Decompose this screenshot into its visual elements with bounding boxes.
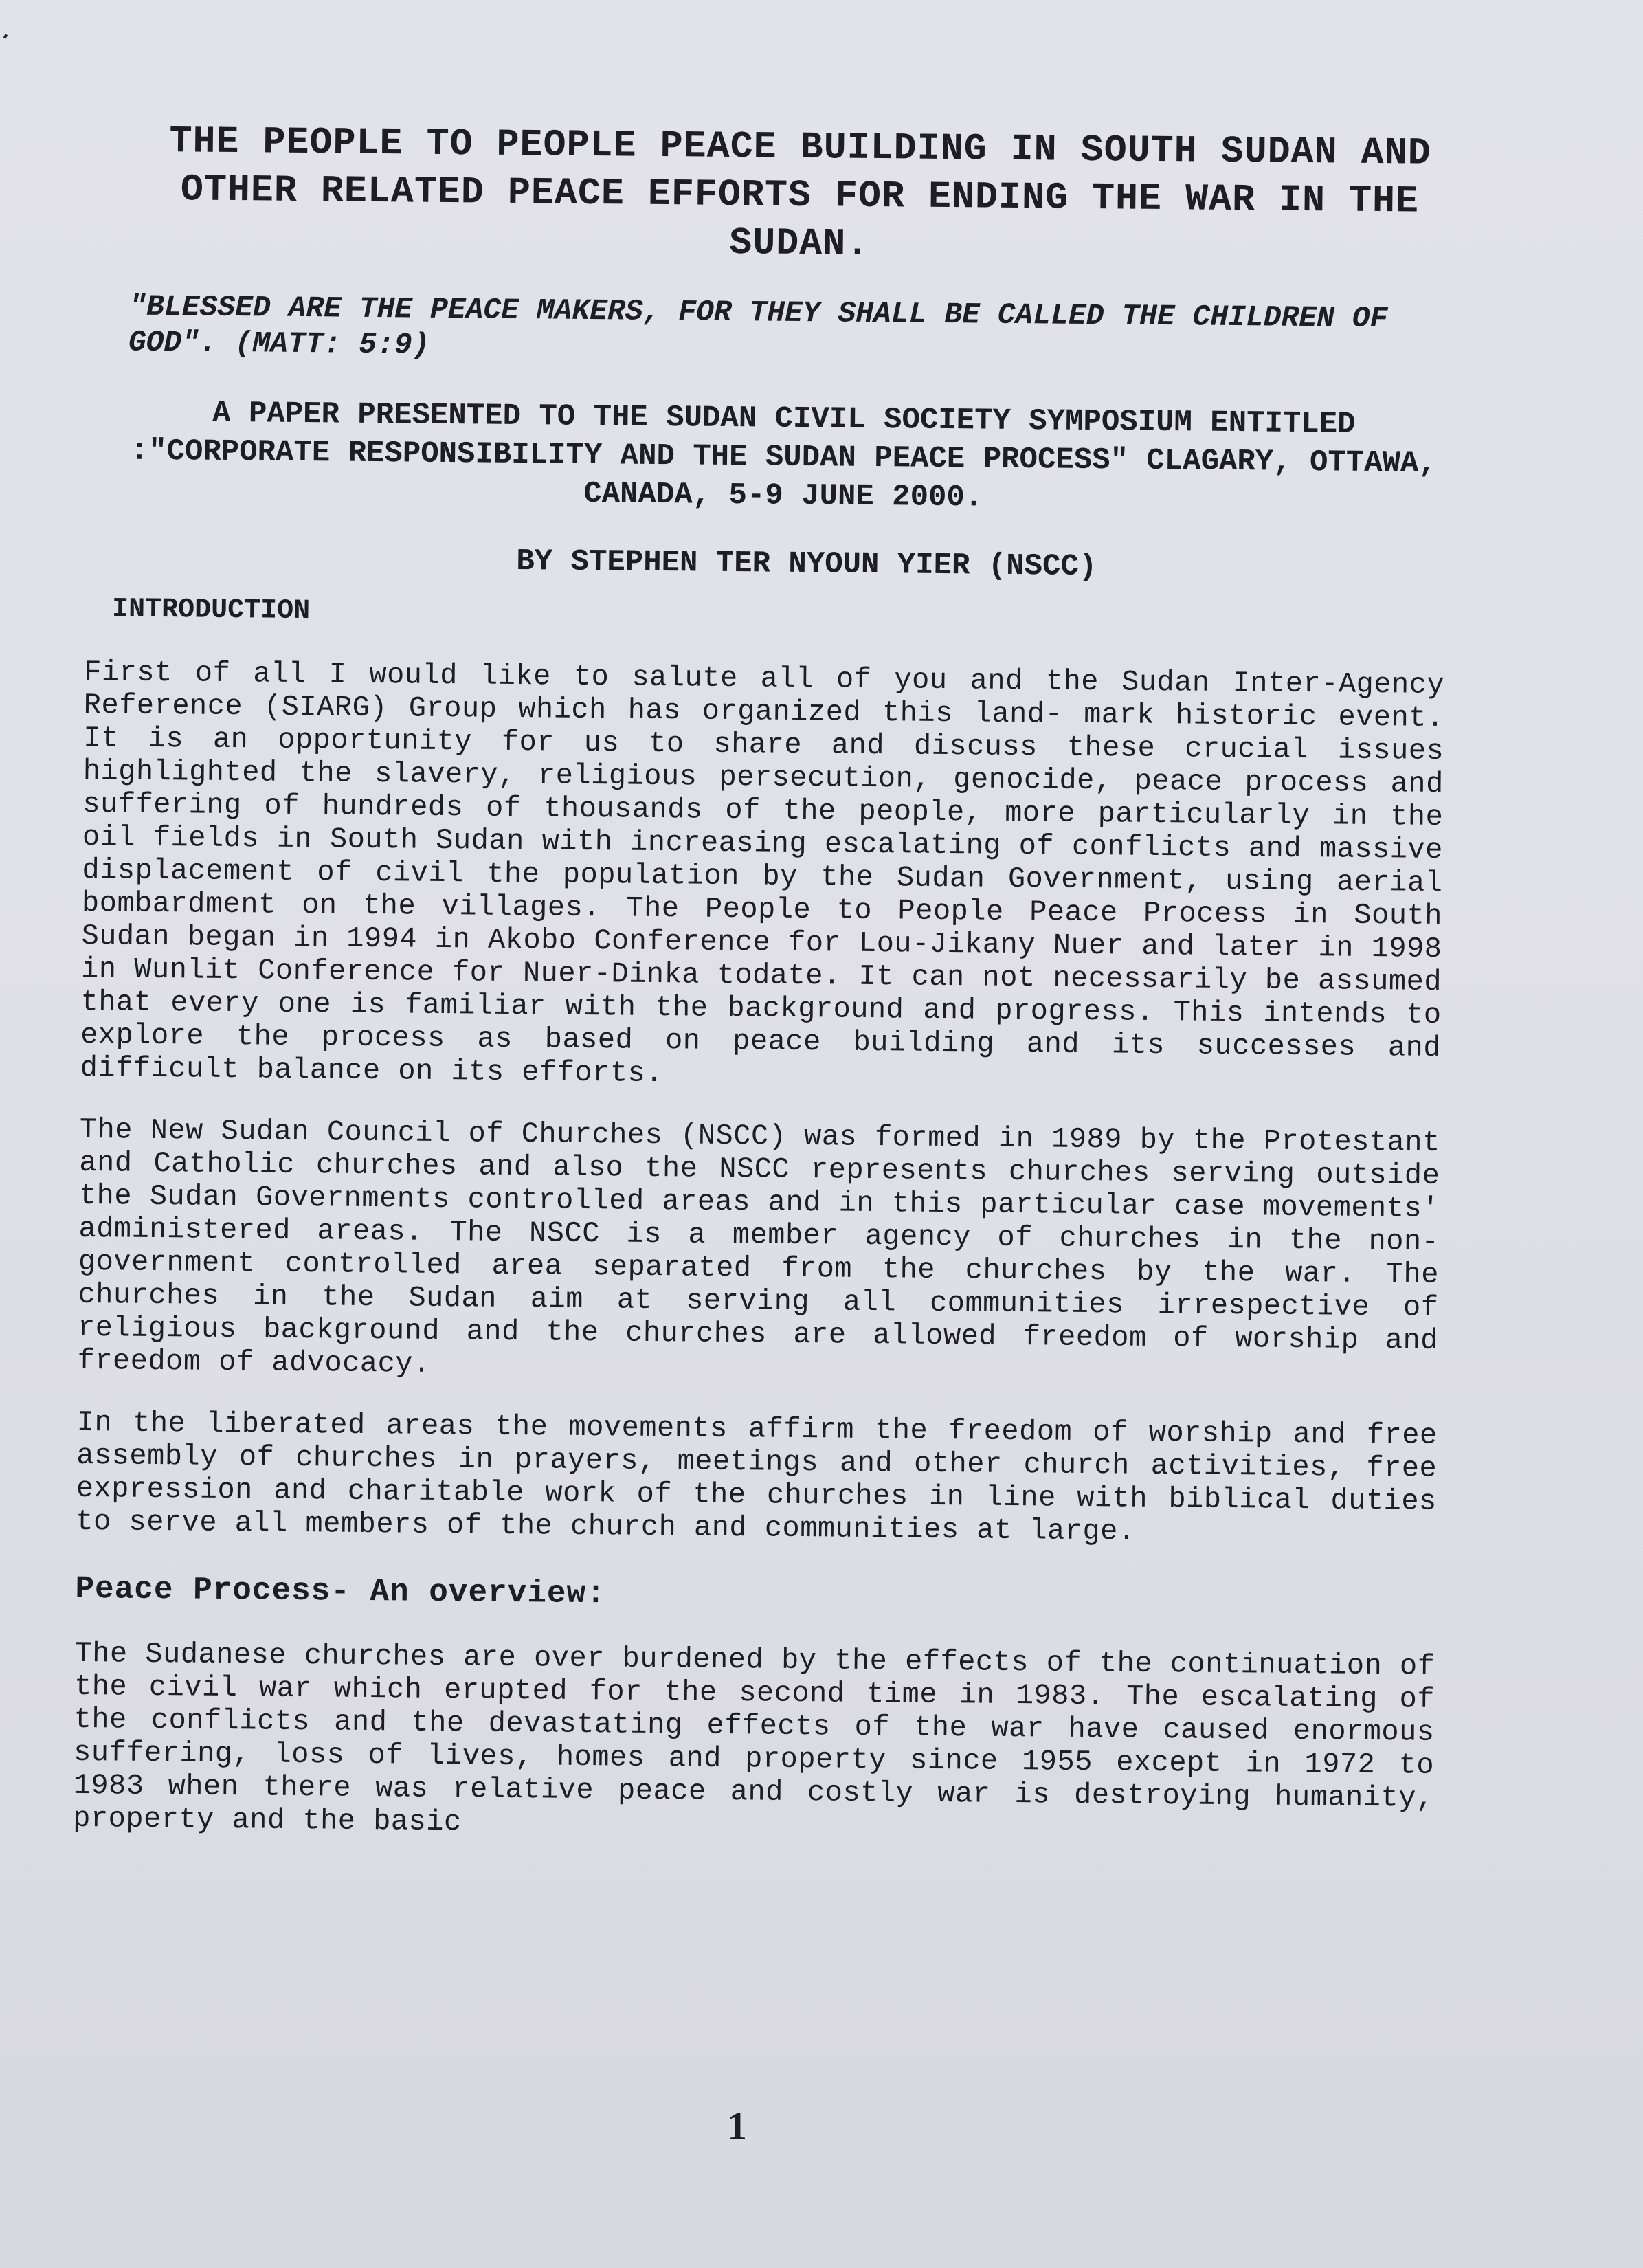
- document-content: [73, 117, 1450, 1848]
- page-number: 1: [727, 2104, 747, 2148]
- document-title: THE PEOPLE TO PEOPLE PEACE BUILDING IN SOUTH SUDAN AND OTHER RELATED PEACE EFFORTS FOR ENDING THE WAR IN THE SUDAN.: [169, 120, 1432, 266]
- peace-process-heading: Peace Process- An overview:: [75, 1570, 606, 1612]
- intro-paragraph-2: The New Sudan Council of Churches (NSCC) was formed in 1989 by the Protestant and Catholic churches and also the NSCC represents churches serving outside the Sudan Governments controlled areas and in this particular case movements' administered areas. The NSCC is a member agency of churches in the non-government controlled area separated from the churches by the war. The churches in the Sudan aim at serving all communities irrespective of religious background and the churches are allowed freedom of worship and freedom of advocacy.: [77, 1113, 1440, 1381]
- scripture-quote: "BLESSED ARE THE PEACE MAKERS, FOR THEY SHALL BE CALLED THE CHILDREN OF GOD". (MATT: 5:9): [128, 289, 1388, 362]
- author-byline: BY STEPHEN TER NYOUN YIER (NSCC): [516, 544, 1097, 585]
- presentation-note: A PAPER PRESENTED TO THE SUDAN CIVIL SOCIETY SYMPOSIUM ENTITLED :"CORPORATE RESPONSIBILITY AND THE SUDAN PEACE PROCESS" CLAGARY, OTTAWA, CANADA, 5-9 JUNE 2000.: [130, 396, 1438, 515]
- intro-paragraph-3: In the liberated areas the movements affirm the freedom of worship and free assembly of churches in prayers, meetings and other church activities, free expression and charitable work of the churches in line with biblical duties to serve all members of the church and communities at large.: [76, 1405, 1438, 1548]
- intro-paragraph-1: First of all I would like to salute all of you and the Sudan Inter-Agency Reference (SIARG) Group which has organized this land- mark historic event. It is an opportunity for us to share and discuss these crucial issues highlighted the slavery, religious persecution, genocide, peace process and suffering of hundreds of thousands of the people, more particularly in the oil fields in South Sudan with increasing escalating of conflicts and massive displacement of civil the population by the Sudan Government, using aerial bombardment on the villages. The People to People Peace Process in South Sudan began in 1994 in Akobo Conference for Lou-Jikany Nuer and later in 1998 in Wunlit Conference for Nuer-Dinka todate. It can not necessarily be assumed that every one is familiar with the background and progress. This intends to explore the process as based on peace building and its successes and difficult balance on its efforts.: [80, 655, 1445, 1091]
- peace-process-paragraph: The Sudanese churches are over burdened by the effects of the continuation of the civil war which erupted for the second time in 1983. The escalating of the conflicts and the devastating effects of the war have caused enormous suffering, loss of lives, homes and property since 1955 except in 1972 to 1983 when there was relative peace and costly war is destroying humanity, property and the basic: [73, 1636, 1435, 1839]
- scan-speck: [3, 34, 8, 38]
- introduction-heading: INTRODUCTION: [111, 594, 311, 627]
